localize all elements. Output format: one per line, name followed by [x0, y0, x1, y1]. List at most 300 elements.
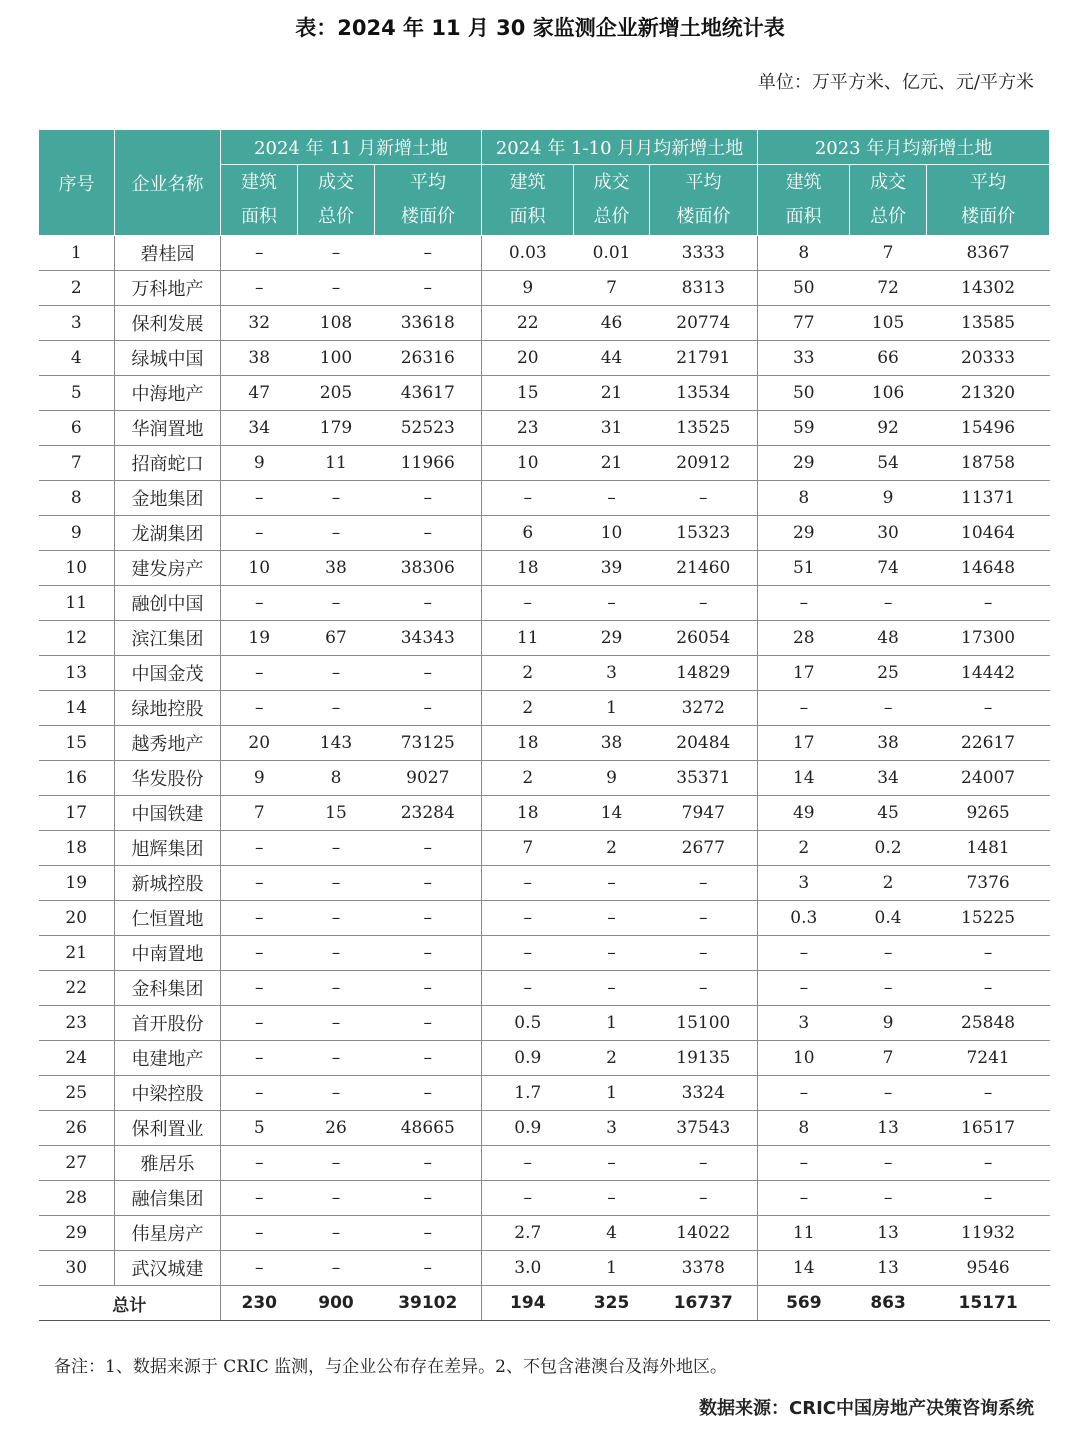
table-cell: – [482, 1146, 574, 1181]
table-cell: 73125 [375, 726, 482, 761]
table-cell: 34343 [375, 621, 482, 656]
table-cell: – [574, 481, 650, 516]
table-cell: 8 [758, 1111, 850, 1146]
table-cell: 18 [482, 796, 574, 831]
table-cell: 25 [850, 656, 927, 691]
table-cell: 15225 [927, 901, 1050, 936]
table-cell: 2 [482, 761, 574, 796]
table-cell: – [650, 901, 758, 936]
table-cell: – [298, 1251, 375, 1286]
total-cell: 900 [298, 1286, 375, 1321]
table-row [39, 551, 1050, 586]
table-cell: 66 [850, 341, 927, 376]
table-cell: 143 [298, 726, 375, 761]
table-cell: 19135 [650, 1041, 758, 1076]
table-cell: – [650, 936, 758, 971]
table-row [39, 1181, 1050, 1216]
table-cell: – [650, 971, 758, 1006]
row-seq: 8 [39, 481, 115, 516]
table-cell: 77 [758, 306, 850, 341]
table-cell: 2 [574, 1041, 650, 1076]
table-cell: – [298, 691, 375, 726]
table-cell: – [850, 586, 927, 621]
table-cell: 9 [221, 761, 298, 796]
total-cell: 863 [850, 1286, 927, 1321]
table-cell: 18 [482, 551, 574, 586]
table-cell: 14648 [927, 551, 1050, 586]
table-cell: 2 [482, 656, 574, 691]
table-cell: 2 [758, 831, 850, 866]
table-cell: – [482, 901, 574, 936]
table-cell: 21320 [927, 376, 1050, 411]
table-cell: 4 [574, 1216, 650, 1251]
table-cell: – [574, 586, 650, 621]
subheader-g1-total-price [298, 165, 375, 236]
table-cell: – [375, 271, 482, 306]
table-row [39, 866, 1050, 901]
table-cell: – [298, 936, 375, 971]
table-cell: – [927, 936, 1050, 971]
table-row [39, 1111, 1050, 1146]
row-company-name: 招商蛇口 [115, 446, 221, 481]
table-cell: 22 [482, 306, 574, 341]
table-cell: 179 [298, 411, 375, 446]
table-cell: – [650, 1146, 758, 1181]
table-cell: – [850, 1146, 927, 1181]
subheader-line: 总价 [870, 206, 907, 227]
table-body [39, 236, 1050, 1321]
table-row [39, 1251, 1050, 1286]
subheader-line: 楼面价 [401, 206, 456, 227]
row-seq: 19 [39, 866, 115, 901]
table-cell: 13534 [650, 376, 758, 411]
total-cell: 15171 [927, 1286, 1050, 1321]
table-cell: 20912 [650, 446, 758, 481]
table-cell: 15 [298, 796, 375, 831]
header-group-jan-oct-2024: 2024 年 1-10 月月均新增土地 [482, 130, 758, 165]
table-cell: – [850, 691, 927, 726]
table-cell: 48665 [375, 1111, 482, 1146]
table-cell: – [758, 1181, 850, 1216]
table-cell: 47 [221, 376, 298, 411]
table-cell: 20 [482, 341, 574, 376]
table-cell: 20333 [927, 341, 1050, 376]
table-cell: – [221, 1006, 298, 1041]
table-cell: – [298, 481, 375, 516]
row-seq: 27 [39, 1146, 115, 1181]
row-seq: 7 [39, 446, 115, 481]
table-cell: – [375, 691, 482, 726]
row-seq: 29 [39, 1216, 115, 1251]
table-cell: 11 [758, 1216, 850, 1251]
subheader-line: 平均 [685, 172, 722, 193]
table-cell: 50 [758, 376, 850, 411]
table-cell: 0.2 [850, 831, 927, 866]
table-cell: 108 [298, 306, 375, 341]
row-company-name: 碧桂园 [115, 236, 221, 271]
total-cell: 230 [221, 1286, 298, 1321]
row-company-name: 金科集团 [115, 971, 221, 1006]
table-cell: 10 [482, 446, 574, 481]
table-cell: – [298, 1146, 375, 1181]
table-cell: 7 [850, 1041, 927, 1076]
table-cell: 19 [221, 621, 298, 656]
table-cell: 13585 [927, 306, 1050, 341]
table-row [39, 306, 1050, 341]
table-cell: 51 [758, 551, 850, 586]
table-cell: – [482, 481, 574, 516]
table-cell: – [375, 971, 482, 1006]
table-cell: – [375, 1181, 482, 1216]
table-cell: – [221, 481, 298, 516]
row-seq: 10 [39, 551, 115, 586]
table-row [39, 1216, 1050, 1251]
table-cell: 2677 [650, 831, 758, 866]
table-cell: – [221, 1216, 298, 1251]
table-cell: 106 [850, 376, 927, 411]
table-cell: 15100 [650, 1006, 758, 1041]
table-row [39, 516, 1050, 551]
row-company-name: 建发房产 [115, 551, 221, 586]
table-cell: – [298, 1216, 375, 1251]
table-row [39, 586, 1050, 621]
row-seq: 2 [39, 271, 115, 306]
table-cell: 3 [574, 656, 650, 691]
table-cell: 14 [574, 796, 650, 831]
table-cell: – [482, 971, 574, 1006]
subheader-line: 平均 [410, 172, 447, 193]
row-seq: 25 [39, 1076, 115, 1111]
row-seq: 6 [39, 411, 115, 446]
subheader-line: 成交 [593, 172, 630, 193]
table-cell: – [221, 901, 298, 936]
table-cell: 7947 [650, 796, 758, 831]
table-cell: – [221, 1181, 298, 1216]
header-seq: 序号 [39, 130, 115, 236]
table-cell: 35371 [650, 761, 758, 796]
table-cell: 3378 [650, 1251, 758, 1286]
table-cell: 1.7 [482, 1076, 574, 1111]
table-cell: 23284 [375, 796, 482, 831]
table-cell: 1 [574, 1006, 650, 1041]
table-cell: – [298, 901, 375, 936]
table-cell: – [221, 236, 298, 271]
table-row [39, 831, 1050, 866]
table-cell: – [375, 1076, 482, 1111]
subheader-line: 成交 [870, 172, 907, 193]
table-cell: 10 [574, 516, 650, 551]
table-cell: – [298, 271, 375, 306]
subheader-g2-area [482, 165, 574, 236]
row-company-name: 万科地产 [115, 271, 221, 306]
table-cell: 0.9 [482, 1041, 574, 1076]
table-cell: 2 [482, 691, 574, 726]
table-cell: 38 [221, 341, 298, 376]
table-row [39, 621, 1050, 656]
table-cell: 33618 [375, 306, 482, 341]
land-statistics-table [38, 129, 1050, 1321]
table-cell: 23 [482, 411, 574, 446]
row-seq: 15 [39, 726, 115, 761]
row-company-name: 伟星房产 [115, 1216, 221, 1251]
table-cell: – [221, 656, 298, 691]
table-cell: – [850, 1181, 927, 1216]
table-cell: – [758, 936, 850, 971]
table-cell: 7241 [927, 1041, 1050, 1076]
subheader-line: 面积 [241, 206, 277, 227]
table-cell: 26 [298, 1111, 375, 1146]
table-cell: 2 [574, 831, 650, 866]
table-cell: 8367 [927, 236, 1050, 271]
header-group-nov-2024: 2024 年 11 月新增土地 [221, 130, 482, 165]
table-cell: – [298, 1076, 375, 1111]
total-cell: 325 [574, 1286, 650, 1321]
table-cell: 105 [850, 306, 927, 341]
table-cell: 18 [482, 726, 574, 761]
table-cell: 33 [758, 341, 850, 376]
data-source: 数据来源：CRIC中国房地产决策咨询系统 [699, 1398, 1034, 1419]
table-cell: 38 [850, 726, 927, 761]
row-seq: 23 [39, 1006, 115, 1041]
row-company-name: 融创中国 [115, 586, 221, 621]
table-cell: 59 [758, 411, 850, 446]
subheader-g2-total-price [574, 165, 650, 236]
table-row [39, 1146, 1050, 1181]
table-cell: – [298, 971, 375, 1006]
row-company-name: 绿城中国 [115, 341, 221, 376]
table-cell: 3.0 [482, 1251, 574, 1286]
table-cell: – [221, 1041, 298, 1076]
table-cell: – [375, 481, 482, 516]
table-cell: 39 [574, 551, 650, 586]
table-cell: 37543 [650, 1111, 758, 1146]
row-company-name: 滨江集团 [115, 621, 221, 656]
table-cell: – [298, 516, 375, 551]
table-cell: 14 [758, 761, 850, 796]
table-cell: 29 [758, 516, 850, 551]
table-cell: – [221, 586, 298, 621]
row-seq: 4 [39, 341, 115, 376]
table-row [39, 446, 1050, 481]
subheader-g1-avg-floor-price [375, 165, 482, 236]
table-cell: 17300 [927, 621, 1050, 656]
table-cell: 38 [298, 551, 375, 586]
row-seq: 26 [39, 1111, 115, 1146]
table-cell: – [298, 656, 375, 691]
subheader-line: 总价 [593, 206, 630, 227]
table-cell: – [482, 936, 574, 971]
table-cell: 44 [574, 341, 650, 376]
row-company-name: 旭辉集团 [115, 831, 221, 866]
table-cell: 20 [221, 726, 298, 761]
table-cell: 9 [482, 271, 574, 306]
row-company-name: 雅居乐 [115, 1146, 221, 1181]
row-company-name: 保利发展 [115, 306, 221, 341]
table-cell: – [298, 236, 375, 271]
table-row [39, 1076, 1050, 1111]
table-cell: – [221, 271, 298, 306]
table-cell: 9 [221, 446, 298, 481]
table-cell: – [482, 866, 574, 901]
row-seq: 24 [39, 1041, 115, 1076]
table-cell: 0.5 [482, 1006, 574, 1041]
table-cell: 13 [850, 1251, 927, 1286]
table-cell: 13 [850, 1111, 927, 1146]
table-cell: – [482, 1181, 574, 1216]
row-seq: 11 [39, 586, 115, 621]
table-cell: 34 [221, 411, 298, 446]
table-row [39, 761, 1050, 796]
row-seq: 5 [39, 376, 115, 411]
table-cell: 11932 [927, 1216, 1050, 1251]
row-company-name: 中南置地 [115, 936, 221, 971]
total-row [39, 1286, 1050, 1321]
table-cell: – [375, 1146, 482, 1181]
table-cell: 9 [850, 1006, 927, 1041]
table-row [39, 901, 1050, 936]
table-cell: 11371 [927, 481, 1050, 516]
table-cell: 0.01 [574, 236, 650, 271]
table-cell: – [375, 1041, 482, 1076]
table-cell: 26316 [375, 341, 482, 376]
row-company-name: 中梁控股 [115, 1076, 221, 1111]
row-company-name: 金地集团 [115, 481, 221, 516]
table-cell: 9 [574, 761, 650, 796]
table-cell: 0.4 [850, 901, 927, 936]
table-cell: – [298, 1181, 375, 1216]
table-cell: 17 [758, 726, 850, 761]
table-cell: 15496 [927, 411, 1050, 446]
table-cell: 72 [850, 271, 927, 306]
subheader-line: 平均 [970, 172, 1007, 193]
table-cell: 43617 [375, 376, 482, 411]
table-cell: 20774 [650, 306, 758, 341]
table-cell: 0.03 [482, 236, 574, 271]
table-cell: – [221, 691, 298, 726]
table-cell: – [927, 1076, 1050, 1111]
row-company-name: 武汉城建 [115, 1251, 221, 1286]
table-cell: – [758, 586, 850, 621]
table-cell: – [298, 1041, 375, 1076]
table-cell: 24007 [927, 761, 1050, 796]
subheader-line: 楼面价 [961, 206, 1016, 227]
table-cell: 13 [850, 1216, 927, 1251]
table-cell: – [650, 481, 758, 516]
table-row [39, 271, 1050, 306]
table-cell: 46 [574, 306, 650, 341]
table-cell: – [927, 586, 1050, 621]
table-row [39, 1041, 1050, 1076]
table-cell: 8313 [650, 271, 758, 306]
table-cell: 13525 [650, 411, 758, 446]
row-company-name: 龙湖集团 [115, 516, 221, 551]
table-header [39, 130, 1050, 236]
row-seq: 16 [39, 761, 115, 796]
table-row [39, 236, 1050, 271]
table-cell: – [758, 1146, 850, 1181]
table-cell: 100 [298, 341, 375, 376]
table-cell: 1 [574, 1251, 650, 1286]
table-cell: – [221, 1251, 298, 1286]
table-cell: – [298, 866, 375, 901]
row-seq: 3 [39, 306, 115, 341]
row-seq: 9 [39, 516, 115, 551]
table-cell: 1481 [927, 831, 1050, 866]
table-cell: 2 [850, 866, 927, 901]
table-cell: 29 [758, 446, 850, 481]
table-cell: – [375, 1216, 482, 1251]
table-cell: 3333 [650, 236, 758, 271]
table-cell: 14302 [927, 271, 1050, 306]
table-cell: 8 [758, 236, 850, 271]
table-cell: – [927, 971, 1050, 1006]
table-cell: – [221, 516, 298, 551]
row-company-name: 仁恒置地 [115, 901, 221, 936]
subheader-line: 面积 [509, 206, 546, 227]
table-cell: 10 [221, 551, 298, 586]
subheader-g2-avg-floor-price [650, 165, 758, 236]
table-cell: – [574, 971, 650, 1006]
table-cell: – [574, 866, 650, 901]
table-cell: – [927, 1181, 1050, 1216]
row-seq: 18 [39, 831, 115, 866]
table-cell: 5 [221, 1111, 298, 1146]
table-cell: – [375, 516, 482, 551]
row-company-name: 中国金茂 [115, 656, 221, 691]
table-cell: 50 [758, 271, 850, 306]
table-cell: 3 [758, 1006, 850, 1041]
table-cell: 10464 [927, 516, 1050, 551]
table-cell: 31 [574, 411, 650, 446]
table-cell: 21791 [650, 341, 758, 376]
footnote: 备注：1、数据来源于 CRIC 监测，与企业公布存在差异。2、不包含港澳台及海外地区。 [54, 1357, 727, 1377]
table-cell: 3 [758, 866, 850, 901]
row-company-name: 华润置地 [115, 411, 221, 446]
table-cell: 1 [574, 1076, 650, 1111]
total-label: 总计 [39, 1286, 221, 1321]
table-cell: 17 [758, 656, 850, 691]
table-cell: 15 [482, 376, 574, 411]
table-cell: – [221, 1076, 298, 1111]
table-cell: – [298, 1006, 375, 1041]
row-seq: 17 [39, 796, 115, 831]
table-cell: 2.7 [482, 1216, 574, 1251]
table-cell: 54 [850, 446, 927, 481]
table-cell: 7 [850, 236, 927, 271]
table-cell: 34 [850, 761, 927, 796]
table-cell: 74 [850, 551, 927, 586]
table-cell: – [574, 936, 650, 971]
table-row [39, 341, 1050, 376]
table-cell: 205 [298, 376, 375, 411]
table-cell: – [375, 866, 482, 901]
table-cell: 45 [850, 796, 927, 831]
table-cell: 16517 [927, 1111, 1050, 1146]
table-cell: 28 [758, 621, 850, 656]
table-cell: – [375, 656, 482, 691]
table-cell: 21 [574, 376, 650, 411]
table-title: 表：2024 年 11 月 30 家监测企业新增土地统计表 [295, 16, 785, 40]
row-company-name: 中海地产 [115, 376, 221, 411]
table-cell: 3324 [650, 1076, 758, 1111]
table-row [39, 691, 1050, 726]
row-company-name: 新城控股 [115, 866, 221, 901]
table-cell: 9 [850, 481, 927, 516]
table-cell: 14442 [927, 656, 1050, 691]
table-cell: – [927, 1146, 1050, 1181]
table-cell: – [574, 1146, 650, 1181]
row-company-name: 绿地控股 [115, 691, 221, 726]
